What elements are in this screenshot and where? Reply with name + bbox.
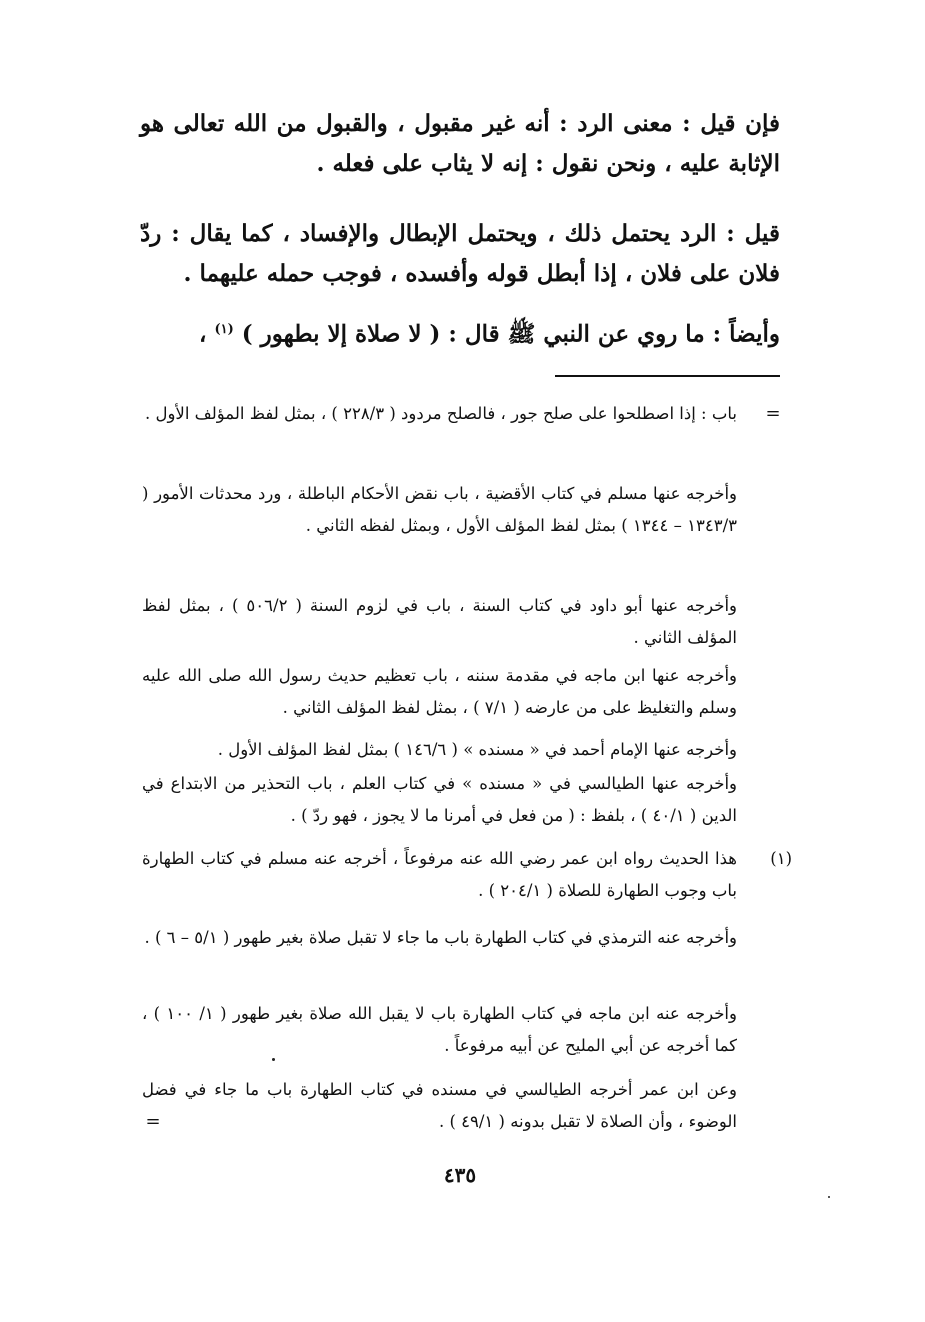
main-paragraph-3 [140, 310, 780, 355]
main-paragraph-3-text: وأيضاً : ما روي عن النبي ﷺ قال : ( لا صلاة إلا بطهور ) [241, 320, 780, 348]
main-paragraph-1: فإن قيل : معنى الرد : أنه غير مقبول ، والقبول من الله تعالى هو الإثابة عليه ، ونحن نقول : إنه لا يثاب على فعله . [140, 110, 780, 177]
footnote-end-mark: = [145, 1111, 161, 1132]
footnote-continuation-line: وأخرجه عنها الطيالسي في « مسنده » في كتاب العلم ، باب التحذير من الابتداع في الدين ( ٤٠/١ ) ، بلفظ : ( من فعل في أمرنا ما لا يجوز ، فهو ردّ ) . [142, 774, 737, 825]
footnote-continuation-line: باب : إذا اصطلحوا على صلح جور ، فالصلح مردود ( ٢٢٨/٣ ) ، بمثل لفظ المؤلف الأول . [144, 404, 737, 423]
footnote-continuation-line: وأخرجه عنها مسلم في كتاب الأقضية ، باب نقض الأحكام الباطلة ، ورد محدثات الأمور ( ١٣٤٣/٣ – ١٣٤٤ ) بمثل لفظ المؤلف الأول ، وبمثل لفظه الثاني . [142, 484, 737, 535]
footnote-1-number: (١) [770, 849, 792, 868]
footnote-1-line: وأخرجه عنه ابن ماجه في كتاب الطهارة باب لا يقبل الله صلاة بغير طهور ( ١/ ١٠٠ ) ، كما أخرجه عن أبي المليح عن أبيه مرفوعاً . [142, 1004, 737, 1055]
footnote-continuation-line: وأخرجه عنها أبو داود في كتاب السنة ، باب في لزوم السنة ( ٥٠٦/٢ ) ، بمثل لفظ المؤلف الثاني . [142, 596, 737, 647]
continuation-mark: = [765, 403, 781, 424]
footnote-continuation-line: وأخرجه عنها ابن ماجه في مقدمة سننه ، باب تعظيم حديث رسول الله صلى الله عليه وسلم والتغليظ على من عارضه ( ٧/١ ) ، بمثل لفظ المؤلف الثاني . [142, 666, 737, 717]
footnote-divider [555, 375, 780, 377]
main-paragraph-3-end: ، [199, 320, 215, 348]
footnote-1-line: وعن ابن عمر أخرجه الطيالسي في مسنده في كتاب الطهارة باب ما جاء في فضل الوضوء ، وأن الصلاة لا تقبل بدونه ( ٤٩/١ ) . [142, 1080, 737, 1131]
main-paragraph-2: قيل : الرد يحتمل ذلك ، ويحتمل الإبطال والإفساد ، كما يقال : ردّ فلان على فلان ، إذا أبطل قوله وأفسده ، فوجب حمله عليهما . [140, 220, 780, 287]
footnote-reference-1: (١) [214, 322, 234, 337]
footnote-1-line: وأخرجه عنه الترمذي في كتاب الطهارة باب ما جاء لا تقبل صلاة بغير طهور ( ٥/١ – ٦ ) . [144, 928, 737, 947]
footnote-1-line: هذا الحديث رواه ابن عمر رضي الله عنه مرفوعاً ، أخرجه عنه مسلم في كتاب الطهارة باب وجوب الطهارة للصلاة ( ٢٠٤/١ ) . [142, 849, 737, 900]
ink-speck [828, 1196, 830, 1198]
page-number: ٤٣٥ [443, 1163, 477, 1187]
footnote-continuation-line: وأخرجه عنها الإمام أحمد في « مسنده » ( ١٤٦/٦ ) بمثل لفظ المؤلف الأول . [217, 740, 737, 759]
ink-speck [272, 1058, 275, 1061]
